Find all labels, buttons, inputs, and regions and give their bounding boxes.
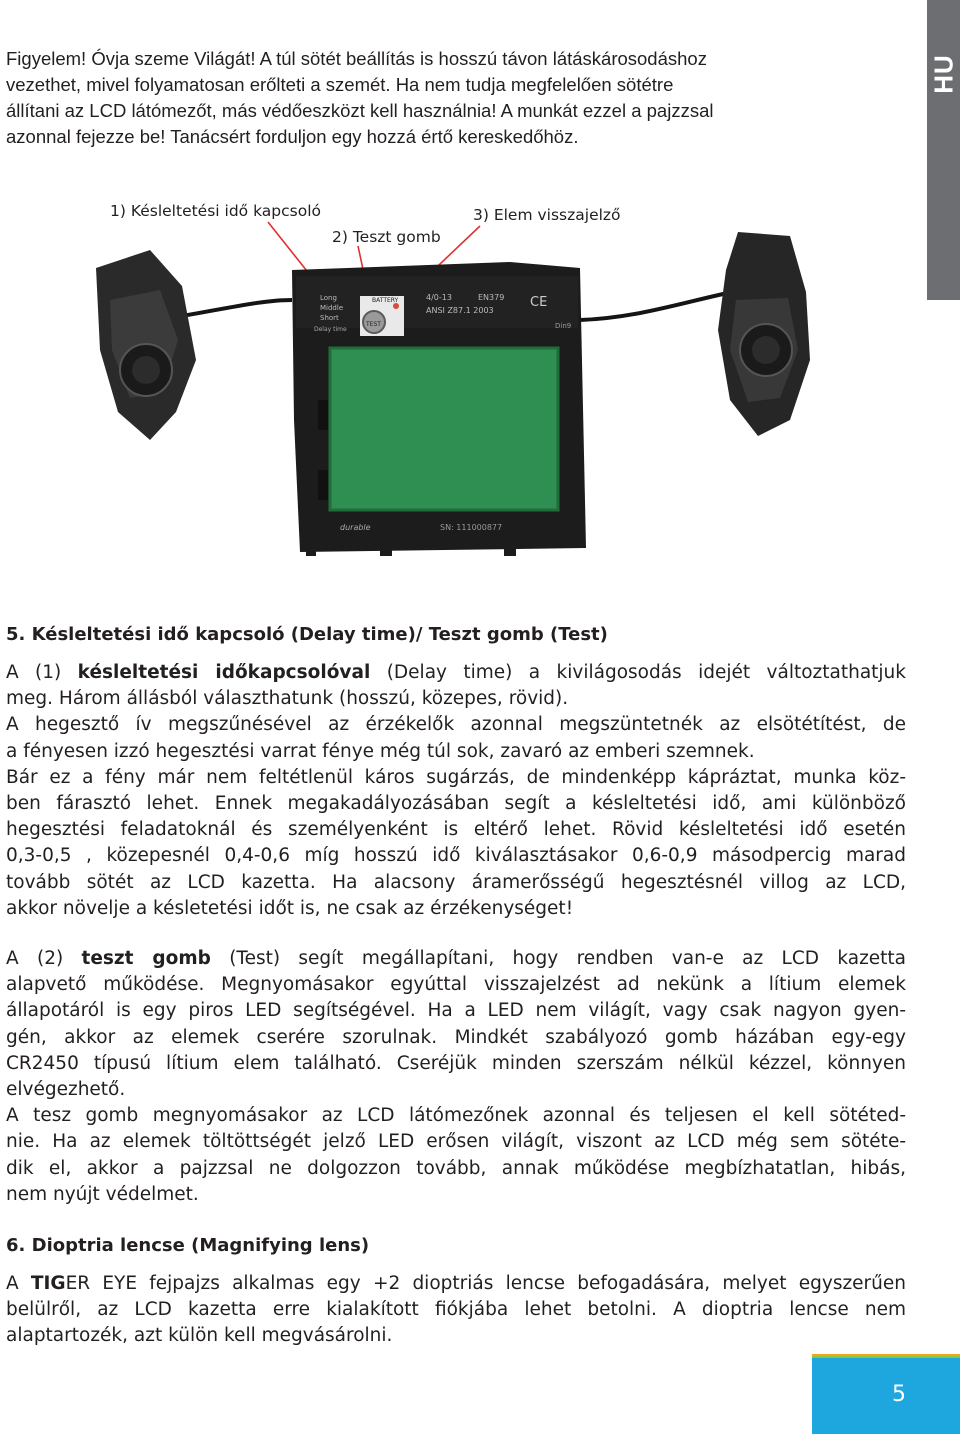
- body-line: meg. Három állásból választhatunk (hosszú, közepes, rövid).: [6, 688, 569, 710]
- callout-battery-indicator: 3) Elem visszajelző: [473, 206, 621, 224]
- body-line: A (2) teszt gomb (Test) segít megállapítani, hogy rendben van-e az LCD kazetta: [6, 948, 906, 969]
- body-line: dik el, akkor a pajzzsal ne dolgozzon tovább, annak működése megbízhatatlan, hibás,: [6, 1157, 906, 1179]
- lcd-screen: [330, 348, 558, 510]
- callout-test-button: 2) Teszt gomb: [332, 228, 441, 246]
- right-cable: [580, 290, 742, 320]
- intro-warning: [6, 46, 906, 150]
- device-label-middle: Middle: [320, 304, 344, 312]
- device-label-std2: EN379: [478, 293, 505, 302]
- left-knob-housing: [96, 250, 196, 440]
- page-box-stripe-green: [812, 1356, 960, 1358]
- device-label-din: Din9: [555, 322, 572, 330]
- body-line: a fényesen izzó hegesztési varrat fénye még túl sok, zavaró az emberi szemnek.: [6, 740, 755, 762]
- callout-delay-switch: 1) Késleltetési idő kapcsoló: [110, 202, 321, 220]
- body-line: belülről, az LCD kazetta erre kialakított fiókjába lehet betolni. A dioptria lencse nem: [6, 1299, 906, 1321]
- body-line: Bár ez a fény már nem feltétlenül káros sugárzás, de mindenképp kápráztat, munka köz-: [6, 766, 906, 788]
- device-label-serial: SN: 111000877: [440, 523, 503, 532]
- body-line: tovább sötét az LCD kazetta. Ha alacsony áramerősségű hegesztésnél villog az LCD,: [6, 871, 906, 893]
- body-line: nie. Ha az elemek töltöttségét jelző LED erősen világít, viszont az LCD még sem sötéte-: [6, 1131, 906, 1153]
- section-5-paragraph-1: [6, 660, 906, 922]
- body-line: elvégezhető.: [6, 1079, 126, 1101]
- language-tab-label: HU: [928, 54, 958, 94]
- body-line: hegesztési feladatoknál és személyenként is eltérő lehet. Rövid késleltetési idő esetén: [6, 819, 906, 841]
- body-line: A hegesztő ív megszűnésével az érzékelők azonnal megszüntetnék az elsötétítést, de: [6, 714, 906, 736]
- body-line: alapvető működése. Megnyomásakor egyúttal visszajelzést ad nekünk a lítium elemek: [6, 974, 906, 996]
- body-line: nem nyújt védelmet.: [6, 1183, 199, 1205]
- body-line: állapotáról is egy piros LED segítségével. Ha a LED nem világít, vagy csak nagyon gyen-: [6, 1000, 906, 1022]
- page-number-box: [812, 1354, 960, 1434]
- section-6-paragraph-1: [6, 1271, 906, 1350]
- left-cable: [170, 300, 292, 318]
- body-line: gén, akkor az elemek cserére szorulnak. Mindkét szabályozó gomb házában egy-egy: [6, 1026, 906, 1048]
- device-label-battery: BATTERY: [372, 297, 399, 304]
- section-5-title: 5. Késleltetési idő kapcsoló (Delay time)/ Teszt gomb (Test): [6, 624, 608, 645]
- intro-line: vezethet, mivel folyamatosan erőlteti a szemét. Ha nem tudja megfelelően sötétre: [6, 74, 674, 95]
- device-label-test: TEST: [366, 321, 381, 328]
- intro-line: Figyelem! Óvja szeme Világát! A túl sötét beállítás is hosszú távon látáskárosodáshoz: [6, 48, 707, 69]
- device-label-std3: ANSI Z87.1 2003: [426, 306, 494, 315]
- body-line: alaptartozék, azt külön kell megvásárolni.: [6, 1325, 393, 1347]
- right-knob-housing: [718, 232, 810, 436]
- body-line: A (1) késleltetési időkapcsolóval (Delay time) a kivilágosodás idejét változtathatjuk: [6, 662, 906, 683]
- device-label-delay: Delay time: [314, 326, 347, 333]
- language-tab: [927, 0, 960, 300]
- body-line: A TIGER EYE fejpajzs alkalmas egy +2 dioptriás lencse befogadására, melyet egyszerűen: [6, 1273, 906, 1294]
- section-6-title: 6. Dioptria lencse (Magnifying lens): [6, 1235, 370, 1256]
- body-line: 0,3-0,5 , közepesnél 0,4-0,6 míg hosszú idő kiválasztásakor 0,6-0,9 másodpercig marad: [6, 845, 906, 867]
- body-line: CR2450 típusú lítium elem található. Cseréjük minden szerszám nélkül kézzel, könnyen: [6, 1052, 906, 1074]
- device-label-ce: CE: [530, 295, 548, 310]
- body-line: A tesz gomb megnyomásakor az LCD látómezőnek azonnal és teljesen el kell sötéted-: [6, 1105, 906, 1127]
- section-5-paragraph-2: [6, 946, 906, 1208]
- intro-line: azonnal fejezze be! Tanácsért forduljon egy hozzá értő kereskedőhöz.: [6, 126, 579, 147]
- device-label-long: Long: [320, 294, 337, 302]
- device-label-std1: 4/0-13: [426, 293, 452, 302]
- page-number: 5: [892, 1382, 906, 1407]
- body-line: ben fárasztó lehet. Ennek megakadályozásában segít a késleltetési idő, ami különböző: [6, 793, 906, 815]
- body-line: akkor növelje a késletetési időt is, ne csak az érzékenységet!: [6, 897, 574, 919]
- device-label-brand: durable: [340, 523, 371, 532]
- device-label-short: Short: [320, 314, 339, 322]
- lcd-cartridge-figure: [80, 215, 840, 585]
- intro-line: állítani az LCD látómezőt, más védőeszközt kell használnia! A munkát ezzel a pajzzsal: [6, 100, 714, 121]
